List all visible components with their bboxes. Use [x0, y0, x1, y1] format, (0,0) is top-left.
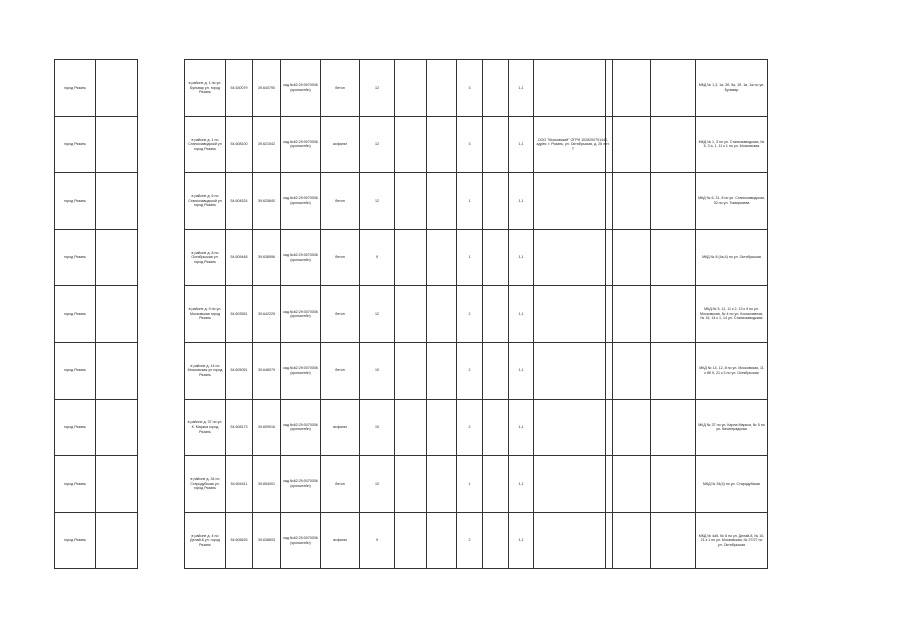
table-row: [606, 229, 768, 286]
volume-cell: 1,1: [509, 229, 534, 286]
empty-cell: [427, 399, 457, 456]
empty-cell: [651, 342, 696, 399]
owner-cell: [534, 229, 613, 286]
table-row: [606, 60, 768, 117]
containers-cell: 1: [457, 229, 483, 286]
city-cell: город Рязань: [55, 512, 96, 569]
cadastral-cell: кад.№62:29:0070006 (кронштейн): [281, 399, 321, 456]
cadastral-cell: кад.№62:29:0070006 (кронштейн): [281, 116, 321, 173]
empty-cell: [395, 173, 427, 230]
sources-cell: МКД № 6, 31, 8 по ул. Станкозаводская, 30 по ул. Тимирязева: [696, 173, 768, 230]
sources-cell: МКД № 8 (4а,4) по ул. Октябрьская: [696, 229, 768, 286]
latitude-cell: 54.604411: [226, 456, 253, 513]
empty-cell: [483, 116, 509, 173]
empty-cell: [651, 173, 696, 230]
latitude-cell: 54.603551: [226, 286, 253, 343]
table-left: [54, 59, 138, 569]
cadastral-cell: кад.№62:29:0070006 (кронштейн): [281, 60, 321, 117]
volume-cell: 1,1: [509, 286, 534, 343]
address-cell: в районе д. 14 по Московская ул город Рязань: [185, 342, 226, 399]
owner-cell: [534, 399, 613, 456]
latitude-cell: 54.608100: [226, 116, 253, 173]
empty-cell: [606, 456, 651, 513]
longitude-cell: 39.638596: [253, 229, 281, 286]
empty-cell: [395, 399, 427, 456]
longitude-cell: 39.648079: [253, 342, 281, 399]
address-cell: в районе д. 4 по Делай-8 ул. город Рязань: [185, 512, 226, 569]
latitude-cell: 54.609448: [226, 229, 253, 286]
cadastral-cell: кад.№62:29:0070006 (кронштейн): [281, 456, 321, 513]
latitude-cell: 54.608173: [226, 399, 253, 456]
area-cell: 12: [360, 60, 395, 117]
table-row: [606, 342, 768, 399]
owner-cell: [534, 286, 613, 343]
latitude-cell: 54.605625: [226, 512, 253, 569]
sources-cell: МКД № 1,3, 1а, 3б, 5а, 1б, 1в, 1ж по ул. Бульвар: [696, 60, 768, 117]
sources-cell: МКД № 5, 11, 11 к 2, 13 к 9 по ул. Московская, № 4 по ул. Космонавтов, № 15, 14 к 1, 14 ул. Станкозаводская: [696, 286, 768, 343]
volume-cell: 1,1: [509, 173, 534, 230]
empty-cell: [427, 342, 457, 399]
longitude-cell: 39.621542: [253, 116, 281, 173]
empty-cell: [651, 229, 696, 286]
empty-cell: [96, 512, 138, 569]
empty-cell: [651, 456, 696, 513]
cadastral-cell: кад.№62:29:0070006 (кронштейн): [281, 286, 321, 343]
empty-cell: [96, 342, 138, 399]
longitude-cell: 39.609916: [253, 399, 281, 456]
address-cell: в районе д. 1 по Станкозаводской ул город Рязань: [185, 116, 226, 173]
empty-cell: [427, 116, 457, 173]
empty-cell: [427, 286, 457, 343]
city-cell: город Рязань: [55, 342, 96, 399]
empty-cell: [395, 456, 427, 513]
table-row: [55, 173, 138, 230]
empty-cell: [96, 60, 138, 117]
empty-cell: [483, 456, 509, 513]
table-row: [55, 456, 138, 513]
volume-cell: 1,1: [509, 342, 534, 399]
area-cell: 12: [360, 286, 395, 343]
owner-cell: ООО "Московский" ОГРН 1026200701440, адрес: г. Рязань, ул. Октябрьская, д. 26 лит. Т: [534, 116, 613, 173]
empty-cell: [483, 173, 509, 230]
owner-cell: [534, 342, 613, 399]
table-row: [55, 116, 138, 173]
surface-cell: бетон: [321, 60, 360, 117]
latitude-cell: 54.604524: [226, 173, 253, 230]
table-row: [606, 456, 768, 513]
containers-cell: 2: [457, 399, 483, 456]
longitude-cell: 39.640790: [253, 60, 281, 117]
cadastral-cell: кад.№62:29:0070006 (кронштейн): [281, 229, 321, 286]
table-row: [606, 116, 768, 173]
owner-cell: [534, 173, 613, 230]
table-row: [55, 229, 138, 286]
empty-cell: [427, 229, 457, 286]
city-cell: город Рязань: [55, 60, 96, 117]
table-row: [185, 116, 613, 173]
area-cell: 10: [360, 456, 395, 513]
latitude-cell: 54.630079: [226, 60, 253, 117]
latitude-cell: 54.605051: [226, 342, 253, 399]
volume-cell: 1,1: [509, 456, 534, 513]
table-row: [185, 342, 613, 399]
table-row: [55, 60, 138, 117]
containers-cell: 3: [457, 60, 483, 117]
address-cell: в районе д. 1 по ул. Бульвар ул. город Рязань: [185, 60, 226, 117]
volume-cell: 1,1: [509, 512, 534, 569]
surface-cell: бетон: [321, 342, 360, 399]
empty-cell: [483, 342, 509, 399]
empty-cell: [96, 286, 138, 343]
empty-cell: [395, 286, 427, 343]
empty-cell: [96, 229, 138, 286]
table-row: [185, 286, 613, 343]
longitude-cell: 39.638693: [253, 512, 281, 569]
empty-cell: [96, 399, 138, 456]
empty-cell: [395, 60, 427, 117]
surface-cell: бетон: [321, 173, 360, 230]
empty-cell: [427, 456, 457, 513]
table-row: [185, 399, 613, 456]
empty-cell: [483, 512, 509, 569]
volume-cell: 1,1: [509, 116, 534, 173]
empty-cell: [606, 342, 651, 399]
containers-cell: 2: [457, 342, 483, 399]
table-row: [606, 286, 768, 343]
empty-cell: [96, 173, 138, 230]
surface-cell: асфальт: [321, 116, 360, 173]
volume-cell: 1,1: [509, 60, 534, 117]
table-row: [606, 173, 768, 230]
city-cell: город Рязань: [55, 399, 96, 456]
surface-cell: асфальт: [321, 399, 360, 456]
address-cell: в районе д. 37 по ул. К. Маркса город Рязань: [185, 399, 226, 456]
table-row: [55, 342, 138, 399]
longitude-cell: 39.642225: [253, 286, 281, 343]
containers-cell: 2: [457, 286, 483, 343]
empty-cell: [606, 173, 651, 230]
cadastral-cell: кад.№62:29:0070006 (кронштейн): [281, 173, 321, 230]
table-row: [185, 173, 613, 230]
city-cell: город Рязань: [55, 116, 96, 173]
area-cell: 10: [360, 342, 395, 399]
empty-cell: [483, 229, 509, 286]
longitude-cell: 39.625840: [253, 173, 281, 230]
address-cell: в районе д. 6 по Станкозаводской ул город Рязань: [185, 173, 226, 230]
longitude-cell: 39.654001: [253, 456, 281, 513]
city-cell: город Рязань: [55, 173, 96, 230]
containers-cell: 2: [457, 512, 483, 569]
table-row: [606, 399, 768, 456]
sources-cell: МКД № 1, 3 по ул. Станкозаводская, № 5, 3 а, 1, 11 к 1 по ул. Московская: [696, 116, 768, 173]
containers-cell: 1: [457, 456, 483, 513]
table-row: [185, 60, 613, 117]
address-cell: в районе д. 9 по ул. Московская город Рязань: [185, 286, 226, 343]
owner-cell: [534, 512, 613, 569]
table-middle: [184, 59, 613, 569]
cadastral-cell: кад.№62:29:0070006 (кронштейн): [281, 342, 321, 399]
empty-cell: [651, 399, 696, 456]
sources-cell: МКД № 4а5, № 6 по ул. Делай-8, № 10, 21 к 1 по ул. Московская, № 27/27 по ул. Октябрьская: [696, 512, 768, 569]
empty-cell: [395, 342, 427, 399]
area-cell: 9: [360, 512, 395, 569]
empty-cell: [483, 286, 509, 343]
owner-cell: [534, 456, 613, 513]
table-middle-body: [185, 60, 613, 569]
empty-cell: [96, 456, 138, 513]
empty-cell: [483, 399, 509, 456]
empty-cell: [395, 512, 427, 569]
address-cell: в районе д. 8 по Октябрьская ул. город Рязань: [185, 229, 226, 286]
city-cell: город Рязань: [55, 456, 96, 513]
empty-cell: [427, 173, 457, 230]
owner-cell: [534, 60, 613, 117]
table-row: [185, 456, 613, 513]
area-cell: 12: [360, 116, 395, 173]
empty-cell: [606, 512, 651, 569]
sources-cell: МКД № 37 по ул. Карла Маркса, № 5 по ул. Качинградская: [696, 399, 768, 456]
empty-cell: [427, 60, 457, 117]
surface-cell: бетон: [321, 456, 360, 513]
table-row: [55, 286, 138, 343]
sources-cell: МКД № 14, 12, 8 по ул. Московская, 11 к 8б 9, 21 к 3 по ул. Октябрьская: [696, 342, 768, 399]
city-cell: город Рязань: [55, 229, 96, 286]
empty-cell: [651, 286, 696, 343]
empty-cell: [483, 60, 509, 117]
empty-cell: [427, 512, 457, 569]
address-cell: в районе д. 34 по Стародубская ул. город Рязань: [185, 456, 226, 513]
empty-cell: [606, 286, 651, 343]
area-cell: 9: [360, 229, 395, 286]
table-row: [55, 399, 138, 456]
empty-cell: [395, 229, 427, 286]
empty-cell: [606, 399, 651, 456]
city-cell: город Рязань: [55, 286, 96, 343]
volume-cell: 1,1: [509, 399, 534, 456]
table-row: [185, 229, 613, 286]
table-right: [605, 59, 768, 569]
empty-cell: [651, 60, 696, 117]
sources-cell: МКД № 34(4) по ул. Стародубская: [696, 456, 768, 513]
containers-cell: 1: [457, 173, 483, 230]
table-left-body: [55, 60, 138, 569]
table-row: [185, 512, 613, 569]
table-row: [55, 512, 138, 569]
surface-cell: бетон: [321, 286, 360, 343]
cadastral-cell: кад.№62:29:0070006 (кронштейн): [281, 512, 321, 569]
area-cell: 10: [360, 399, 395, 456]
empty-cell: [395, 116, 427, 173]
empty-cell: [606, 229, 651, 286]
table-right-body: [606, 60, 768, 569]
empty-cell: [606, 60, 651, 117]
surface-cell: бетон: [321, 229, 360, 286]
surface-cell: асфальт: [321, 512, 360, 569]
containers-cell: 3: [457, 116, 483, 173]
empty-cell: [651, 512, 696, 569]
empty-cell: [651, 116, 696, 173]
area-cell: 12: [360, 173, 395, 230]
empty-cell: [96, 116, 138, 173]
empty-cell: [606, 116, 651, 173]
table-row: [606, 512, 768, 569]
